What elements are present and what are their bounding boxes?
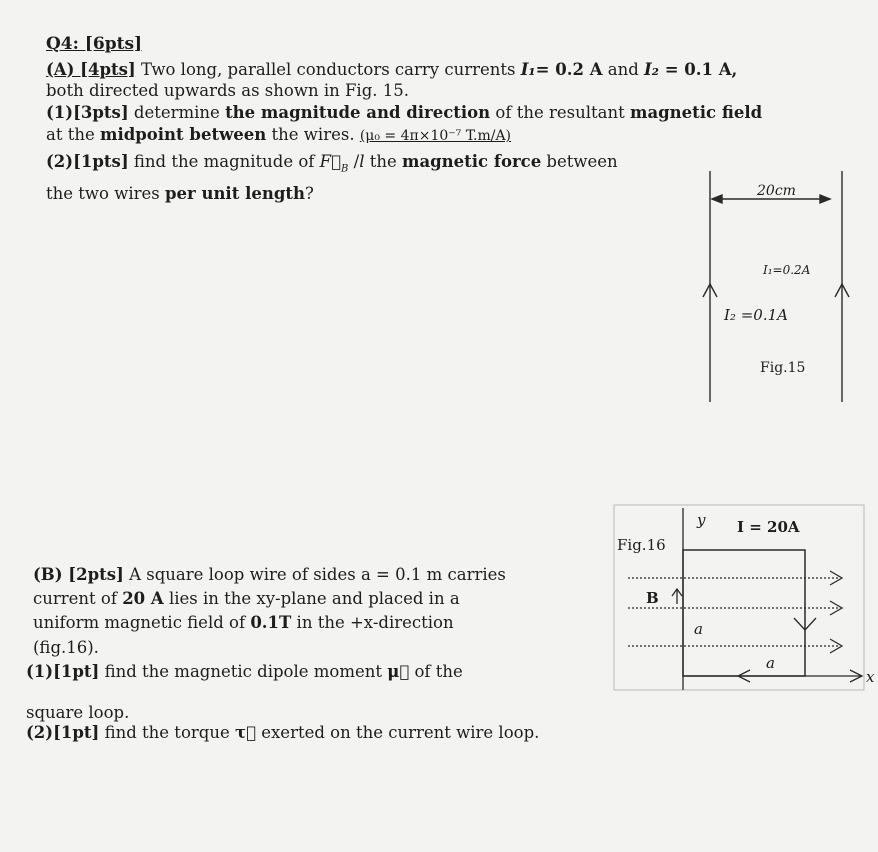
fig16-side-bottom-label: a <box>766 654 775 672</box>
force-symbol: F⃗ <box>319 152 342 171</box>
fig15-i2-label: I₂ =0.1A <box>724 306 788 324</box>
text-bold: the magnitude and direction <box>225 103 491 122</box>
text-span: uniform magnetic field of <box>33 613 251 632</box>
text-span: / <box>348 152 360 171</box>
current-1-value: = 0.2 A <box>535 60 603 79</box>
text-bold: magnetic force <box>401 152 542 171</box>
text-span: A square loop wire of sides a = 0.1 m carries <box>123 565 506 584</box>
text-span: between <box>541 152 618 171</box>
tau-vector-symbol: τ⃗ <box>234 723 256 742</box>
part-a-label: (A) [4pts] <box>46 60 136 79</box>
question-title: Q4: [6pts] <box>46 34 143 54</box>
text-span: determine <box>128 103 226 122</box>
current-2-symbol: I₂ <box>644 60 659 79</box>
part-b-q1-label: (1)[1pt] <box>26 662 100 681</box>
text-bold: 0.1T <box>250 613 292 632</box>
text-bold: magnetic field <box>629 103 763 122</box>
text-span: lies in the xy-plane and placed in a <box>163 589 460 608</box>
part-a-q2-label: (2)[1pts] <box>46 152 129 171</box>
mu0-constant: (μ₀ = 4π×10⁻⁷ T.m/A) <box>359 128 512 144</box>
mu-vector-symbol: μ⃗ <box>387 662 410 681</box>
text-span: of the resultant <box>490 103 630 122</box>
part-a-q1-label: (1)[3pts] <box>46 103 129 122</box>
text-span: find the magnetic dipole moment <box>99 662 388 681</box>
distance-arrow-right-head <box>820 195 830 203</box>
fig16-caption: Fig.16 <box>617 536 666 554</box>
current-2-value: = 0.1 A, <box>658 60 738 79</box>
text-span: of the <box>409 662 463 681</box>
text-span: exerted on the current wire loop. <box>255 723 540 742</box>
fig16-side-left-label: a <box>694 620 703 638</box>
fig16-x-label: x <box>866 668 875 686</box>
part-b-line-4: (fig.16). <box>33 638 99 657</box>
fig16-b-label: B <box>646 589 659 607</box>
text-bold: per unit length <box>164 184 305 203</box>
part-b-q1-line-2: square loop. <box>26 703 130 722</box>
text-span: the two wires <box>46 184 165 203</box>
fig15-i1-label: I₁=0.2A <box>763 263 811 277</box>
part-b-label: (B) [2pts] <box>33 565 124 584</box>
text-span: at the <box>46 125 100 144</box>
text-bold: midpoint between <box>99 125 267 144</box>
fig16-y-label: y <box>697 511 706 529</box>
text-bold: 20 A <box>122 589 164 608</box>
part-b-q2-label: (2)[1pt] <box>26 723 100 742</box>
square-loop <box>683 550 805 676</box>
text-span: current of <box>33 589 123 608</box>
force-subscript: B <box>341 163 349 175</box>
text-span: in the +x-direction <box>291 613 454 632</box>
text-span: the wires. <box>266 125 360 144</box>
fig15-distance-label: 20cm <box>757 183 796 199</box>
text-span: find the torque <box>99 723 235 742</box>
current-1-symbol: I₁ <box>520 60 536 79</box>
text-span: the <box>364 152 402 171</box>
fig16-current-label: I = 20A <box>737 518 800 536</box>
text-span: find the magnitude of <box>128 152 320 171</box>
distance-arrow-left-head <box>712 195 722 203</box>
fig15-caption: Fig.15 <box>760 360 806 376</box>
text-span: ? <box>305 184 314 203</box>
length-symbol: l <box>359 152 365 171</box>
and-text: and <box>602 60 645 79</box>
part-a-line-2: both directed upwards as shown in Fig. 15. <box>46 81 409 100</box>
part-a-text: Two long, parallel conductors carry currents <box>135 60 521 79</box>
